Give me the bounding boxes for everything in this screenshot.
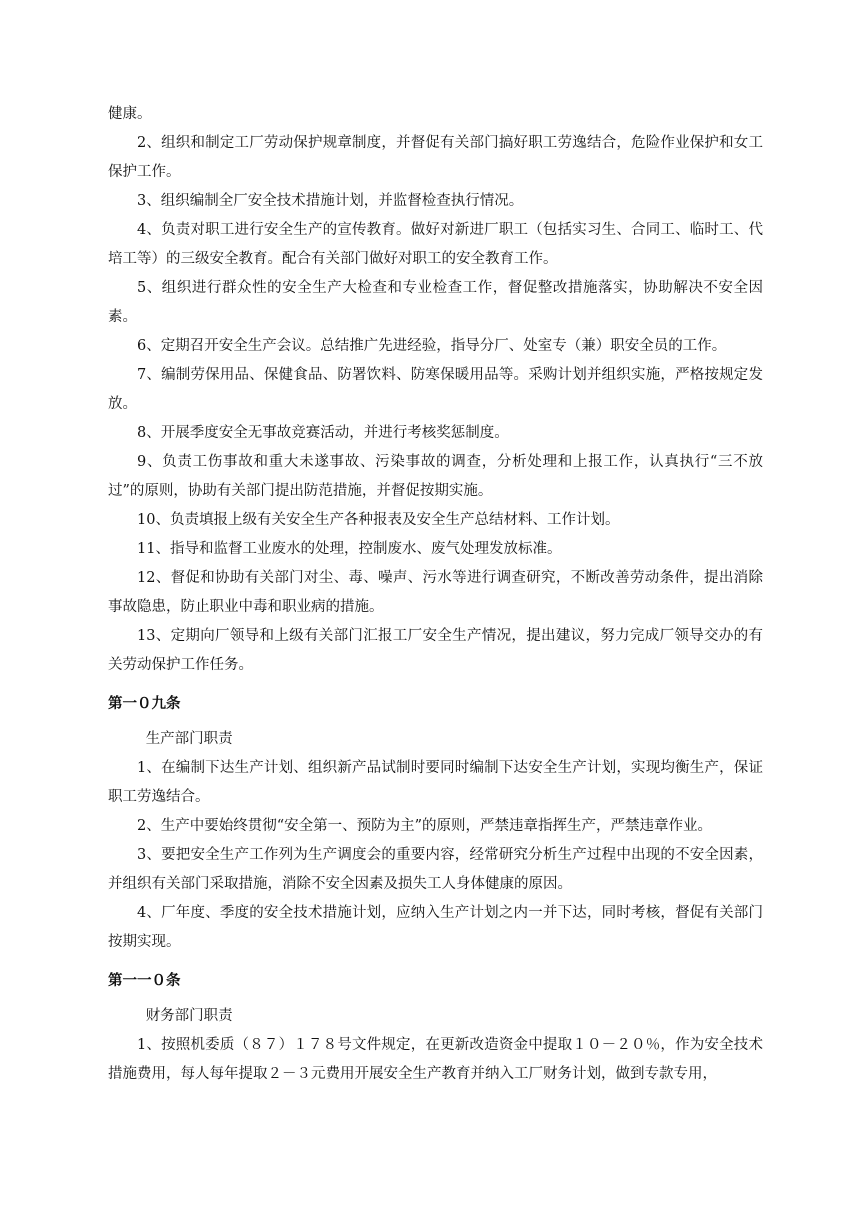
list-item: 11、指导和监督工业废水的处理，控制废水、废气处理发放标准。 — [137, 541, 562, 557]
article-109-title: 第一０九条 — [108, 696, 181, 712]
list-item: 2、组织和制定工厂劳动保护规章制度，并督促有关部门搞好职工劳逸结合，危险作业保护和女工保护工作。 — [108, 135, 763, 180]
list-item: 8、开展季度安全无事故竞赛活动，并进行考核奖惩制度。 — [137, 425, 509, 441]
article-109-subtitle: 生产部门职责 — [145, 731, 233, 747]
article-110-subtitle: 财务部门职责 — [145, 1008, 233, 1024]
document-page — [108, 100, 763, 1089]
list-item: 10、负责填报上级有关安全生产各种报表及安全生产总结材料、工作计划。 — [137, 512, 620, 528]
list-item: 12、督促和协助有关部门对尘、毒、噪声、污水等进行调查研究，不断改善劳动条件，提出消除事故隐患，防止职业中毒和职业病的措施。 — [108, 570, 763, 615]
list-item: 4、厂年度、季度的安全技术措施计划，应纳入生产计划之内一并下达，同时考核，督促有关部门按期实现。 — [108, 905, 763, 950]
list-item: 1、按照机委质（８７）１７８号文件规定，在更新改造资金中提取１０－２０％，作为安全技术措施费用，每人每年提取２－３元费用开展安全生产教育并纳入工厂财务计划，做到专款专用， — [108, 1037, 763, 1082]
list-item: 2、生产中要始终贯彻“安全第一、预防为主”的原则，严禁违章指挥生产，严禁违章作业。 — [137, 818, 713, 834]
list-item: 6、定期召开安全生产会议。总结推广先进经验，指导分厂、处室专（兼）职安全员的工作。 — [137, 338, 727, 354]
list-item: 3、组织编制全厂安全技术措施计划，并监督检查执行情况。 — [137, 193, 524, 209]
list-item: 3、要把安全生产工作列为生产调度会的重要内容，经常研究分析生产过程中出现的不安全因素，并组织有关部门采取措施，消除不安全因素及损失工人身体健康的原因。 — [108, 847, 763, 892]
list-item: 13、定期向厂领导和上级有关部门汇报工厂安全生产情况，提出建议，努力完成厂领导交办的有关劳动保护工作任务。 — [108, 628, 763, 673]
lead-text: 健康。 — [108, 106, 152, 122]
list-item: 5、组织进行群众性的安全生产大检查和专业检查工作，督促整改措施落实，协助解决不安全因素。 — [108, 280, 763, 325]
list-item: 7、编制劳保用品、保健食品、防署饮料、防寒保暖用品等。采购计划并组织实施，严格按规定发放。 — [108, 367, 763, 412]
list-item: 1、在编制下达生产计划、组织新产品试制时要同时编制下达安全生产计划，实现均衡生产，保证职工劳逸结合。 — [108, 760, 763, 805]
list-item: 9、负责工伤事故和重大未遂事故、污染事故的调查，分析处理和上报工作，认真执行“三不放过”的原则，协助有关部门提出防范措施，并督促按期实施。 — [108, 454, 763, 499]
article-110-title: 第一一０条 — [108, 973, 181, 989]
list-item: 4、负责对职工进行安全生产的宣传教育。做好对新进厂职工（包括实习生、合同工、临时工、代培工等）的三级安全教育。配合有关部门做好对职工的安全教育工作。 — [108, 222, 763, 267]
